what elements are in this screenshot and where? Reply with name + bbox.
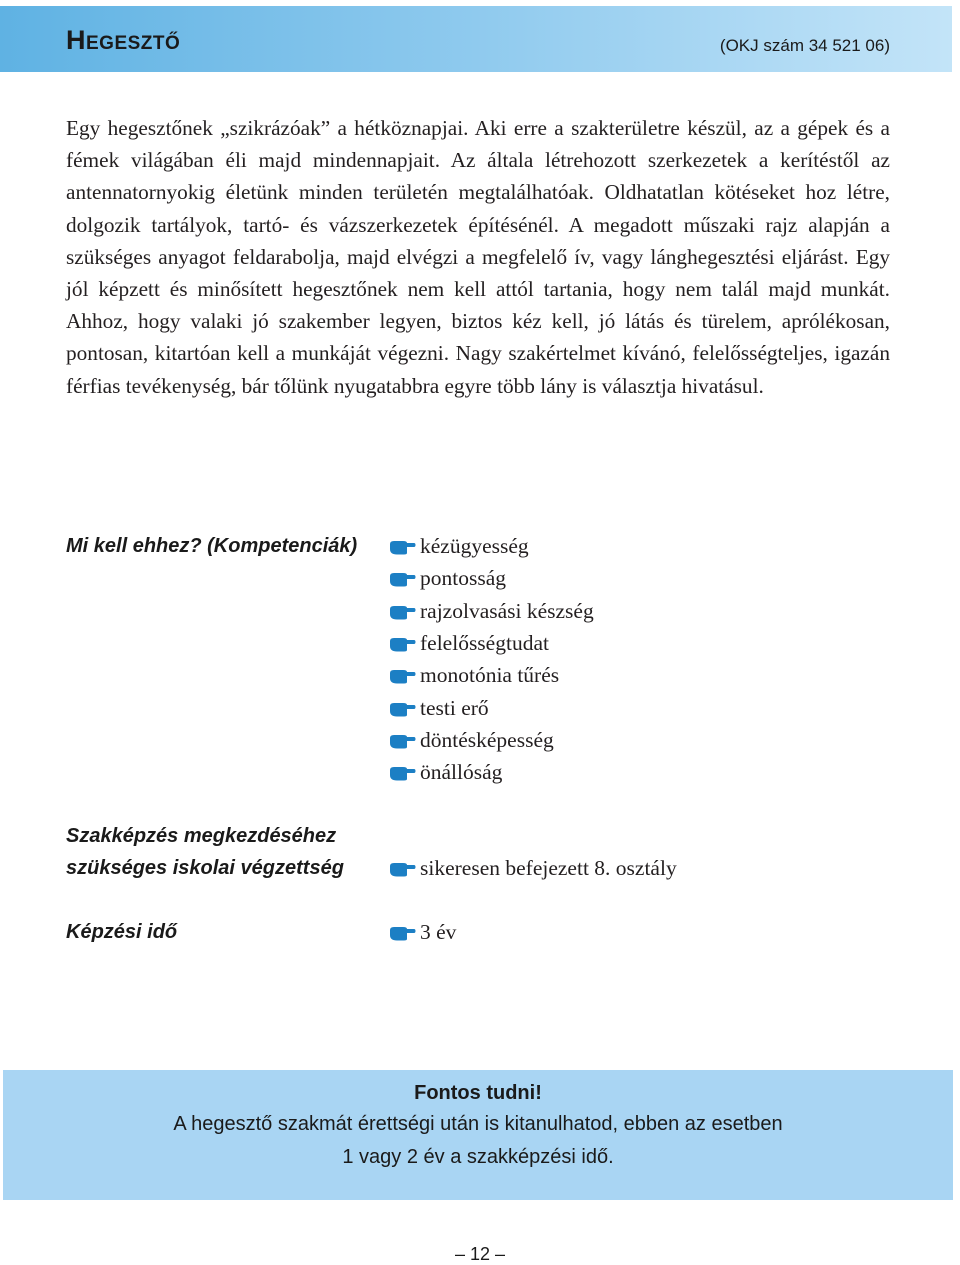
- competency-text: önállóság: [420, 760, 503, 785]
- pointing-hand-icon: [388, 537, 416, 555]
- list-item: [388, 530, 594, 562]
- okj-code: (OKJ szám 34 521 06): [719, 36, 890, 55]
- page-title: Hegesztő: [66, 25, 181, 55]
- school-requirement-value: sikeresen befejezett 8. osztály: [420, 856, 677, 881]
- pointing-hand-icon: [388, 859, 416, 877]
- note-title: Fontos tudni!: [414, 1082, 542, 1104]
- competency-text: monotónia tűrés: [420, 663, 560, 688]
- important-note-box: [3, 1070, 953, 1200]
- pointing-hand-icon: [388, 569, 416, 587]
- note-line-1: A hegesztő szakmát érettségi után is kitanulhatod, ebben az esetben: [173, 1113, 783, 1135]
- pointing-hand-icon: [388, 731, 416, 749]
- page-header: [0, 6, 952, 72]
- list-item: [388, 562, 594, 594]
- list-item: [388, 852, 677, 884]
- intro-paragraph: Egy hegesztőnek „szikrázóak” a hétköznapjai. Aki erre a szakterületre készül, az a gépek és a fémek világában éli majd mindennapjait. Az általa létrehozott szerkezetek a kerítéstől az antennatornyokig életünk minden területén megtalálhatóak. Oldhatatlan kötéseket hoz létre, dolgozik tartályok, tartó- és vázszerkezetek építésénél. A megadott műszaki rajz alapján a szükséges anyagot feldarabolja, majd elvégzi a megfelelő ív, vagy lánghegesztési eljárást. Egy jól képzett és minősített hegesztőnek nem kell attól tartania, hogy nem talál majd munkát. Ahhoz, hogy valaki jó szakember legyen, biztos kéz kell, jó látás és türelem, aprólékosan, pontosan, kitartóan kell a munkáját végezni. Nagy szakértelmet kívánó, felelősségteljes, igazán férfias tevékenység, bár tőlünk nyugatabbra egyre több lány is választja hivatásul.: [66, 116, 890, 398]
- training-duration-label: Képzési idő: [66, 921, 178, 943]
- competency-text: döntésképesség: [420, 727, 554, 752]
- list-item: [388, 627, 594, 659]
- competencies-list: [388, 530, 594, 788]
- competency-text: rajzolvasási készség: [420, 598, 594, 623]
- pointing-hand-icon: [388, 602, 416, 620]
- school-label-line2: szükséges iskolai végzettség: [66, 857, 344, 879]
- pointing-hand-icon: [388, 666, 416, 684]
- list-item: [388, 756, 594, 788]
- competency-text: pontosság: [420, 566, 506, 591]
- list-item: [388, 595, 594, 627]
- page-number: – 12 –: [454, 1244, 506, 1264]
- list-item: [388, 691, 594, 723]
- school-label-line1: Szakképzés megkezdéséhez: [66, 825, 337, 847]
- note-line-2: 1 vagy 2 év a szakképzési idő.: [342, 1146, 614, 1168]
- list-item: [388, 659, 594, 691]
- training-duration-list: [388, 916, 456, 948]
- competency-text: testi erő: [420, 695, 489, 720]
- pointing-hand-icon: [388, 634, 416, 652]
- competency-text: felelősségtudat: [420, 631, 549, 656]
- competencies-label: Mi kell ehhez? (Kompetenciák): [66, 535, 358, 557]
- pointing-hand-icon: [388, 699, 416, 717]
- pointing-hand-icon: [388, 923, 416, 941]
- list-item: [388, 916, 456, 948]
- pointing-hand-icon: [388, 763, 416, 781]
- list-item: [388, 724, 594, 756]
- school-requirement-list: [388, 852, 677, 884]
- training-duration-value: 3 év: [420, 920, 457, 945]
- competency-text: kézügyesség: [420, 534, 529, 559]
- school-requirement-label: [66, 820, 344, 884]
